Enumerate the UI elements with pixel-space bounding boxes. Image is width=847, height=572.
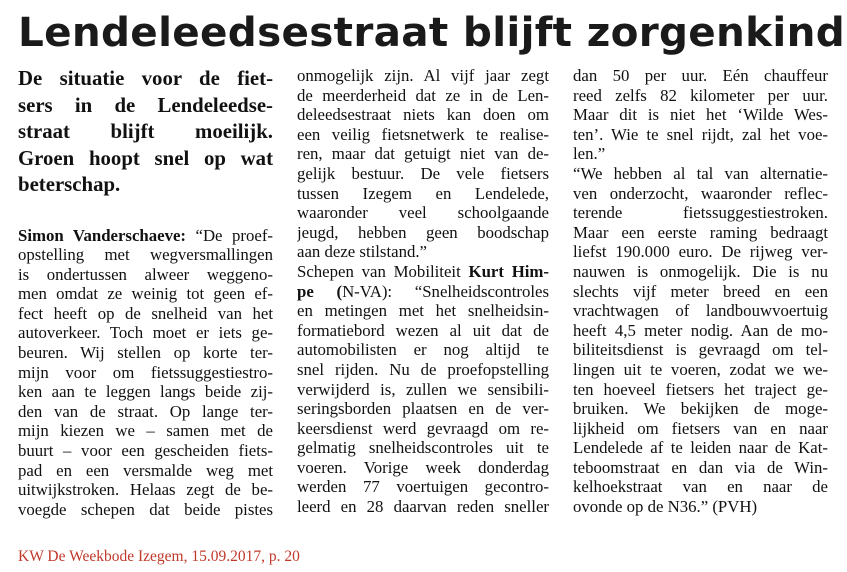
body-line: verwijderd is, zullen we sensibili-: [297, 379, 549, 399]
body-line: mijn voor om fietssuggestiestro-: [18, 362, 273, 382]
body-line: reed zelfs 82 kilometer per uur.: [573, 85, 828, 105]
column-3: [573, 66, 828, 517]
body-line: mijn kiezen we – samen met de: [18, 421, 273, 441]
body-line: pad en een versmalde weg met: [18, 460, 273, 480]
body-line: fect heeft op de snelheid van het: [18, 303, 273, 323]
body-line: lijkheid om fietsers van en naar: [573, 418, 828, 438]
body-line: heeft 4,5 meter nodig. Aan de mo-: [573, 320, 828, 340]
source-citation: KW De Weekbode Izegem, 15.09.2017, p. 20: [18, 548, 300, 565]
body-line: de meerderheid dat ze in de Len-: [297, 85, 549, 105]
body-line: nauwen is onmogelijk. Die is nu: [573, 261, 828, 281]
intro-line: Groen hoopt snel op wat: [18, 146, 273, 170]
body-line: ten hoeveel fietsers het traject ge-: [573, 379, 828, 399]
body-text: “De proef-: [186, 225, 273, 245]
body-line: automobilisten er nog altijd te: [297, 340, 549, 360]
body-line: [18, 226, 273, 246]
body-line: en metingen met het snelheidsin-: [297, 301, 549, 321]
body-line: gelijk bestuur. De vele fietsers: [297, 163, 549, 183]
schepen-name: Kurt Him-: [468, 261, 549, 281]
body-line: buurt – voor een gescheiden fiets-: [18, 441, 273, 461]
body-line: ten’. Wie te snel rijdt, zal het voe-: [573, 124, 828, 144]
body-line: Maar dit is niet het ‘Wilde Wes-: [573, 105, 828, 125]
body-text: Schepen van Mobiliteit: [297, 261, 469, 281]
body-line: den van de straat. Op lange ter-: [18, 401, 273, 421]
body-line: kelhoekstraat van en naar de: [573, 477, 828, 497]
body-line: slechts vijf meter breed en een: [573, 281, 828, 301]
body-line: voegde schepen dat beide pistes: [18, 499, 273, 519]
intro-line: sers in de Lendeleedse-: [18, 93, 273, 117]
speaker-name: Simon Vanderschaeve:: [18, 225, 186, 245]
body-line: biliteitsdienst is gevraagd om tel-: [573, 340, 828, 360]
body-text: ): “Snelheidscontroles: [381, 281, 549, 301]
body-line: onmogelijk zijn. Al vijf jaar zegt: [297, 66, 549, 85]
body-line: liefst 190.000 euro. De rijweg ver-: [573, 242, 828, 262]
body-line: bruiken. We bekijken de moge-: [573, 399, 828, 419]
body-line: opstelling met wegversmallingen: [18, 245, 273, 265]
intro-line: straat blijft moeilijk.: [18, 120, 273, 143]
body-line: aan deze stilstand.”: [297, 242, 427, 262]
body-line: tussen Izegem en Lendelede,: [297, 183, 549, 203]
body-line: leerd en 28 daarvan reden sneller: [297, 497, 549, 517]
schepen-name: pe: [297, 281, 314, 301]
body-line: jeugd, hebben geen boodschap: [297, 222, 549, 242]
body-line: teboomstraat en dan via de Win-: [573, 457, 828, 477]
body-line: Maar een eerste raming bedraagt: [573, 222, 828, 242]
party-name: N-VA: [342, 281, 382, 301]
intro: [18, 66, 273, 199]
body-line: “We hebben al tal van alternatie-: [573, 163, 828, 183]
body-line: snel rijden. Nu de proefopstelling: [297, 359, 549, 379]
body-line: waaronder veel schoolgaande: [297, 203, 549, 223]
body-line: ovonde op de N36.” (PVH): [573, 497, 758, 517]
body-line: werden 77 voertuigen gecontro-: [297, 477, 549, 497]
body-line: gelmatig snelheidscontroles uit te: [297, 438, 549, 458]
body-line: [297, 282, 549, 302]
body-line: deleedsestraat niets kan doen om: [297, 105, 549, 125]
body-line: ken aan te leggen langs beide zij-: [18, 382, 273, 402]
body-line: lingen uit te voeren, zodat we we-: [573, 359, 828, 379]
body-line: ven onderzocht, waaronder reflec-: [573, 183, 828, 203]
intro-line: De situatie voor de fiet-: [18, 67, 273, 90]
body-line: een veilig fietsnetwerk te realise-: [297, 124, 549, 144]
headline: Lendeleedsestraat blijft zorgenkind: [18, 8, 846, 56]
column-2: [297, 66, 549, 517]
body-line: ren, maar dat getuigt niet van de-: [297, 144, 549, 164]
body-line: len.”: [573, 144, 606, 164]
body-line: keersdienst werd gevraagd om re-: [297, 418, 549, 438]
body-line: terende fietssuggestiestroken.: [573, 203, 828, 223]
body-line: is ondertussen alweer weggeno-: [18, 264, 273, 284]
body-line: men omdat ze weinig tot geen ef-: [18, 284, 273, 304]
body-line: voeren. Vorige week donderdag: [297, 457, 549, 477]
column-1: [18, 66, 273, 519]
body-line: uitwijkstroken. Helaas zegt de be-: [18, 480, 273, 500]
body-line: autoverkeer. Toch moet er iets ge-: [18, 323, 273, 343]
party-paren: (: [313, 281, 343, 301]
body-line: dan 50 per uur. Eén chauffeur: [573, 66, 828, 85]
body-line: vrachtwagen of landbouwvoertuig: [573, 301, 828, 321]
body-line: [297, 262, 549, 282]
body-line: beuren. Wij stellen op korte ter-: [18, 343, 273, 363]
body-line: formatiebord wezen al uit dat de: [297, 320, 549, 340]
intro-line: beterschap.: [18, 173, 121, 196]
body-line: Lendelede af te leiden naar de Kat-: [573, 438, 828, 458]
body-line: seringsborden plaatsen en de ver-: [297, 399, 549, 419]
